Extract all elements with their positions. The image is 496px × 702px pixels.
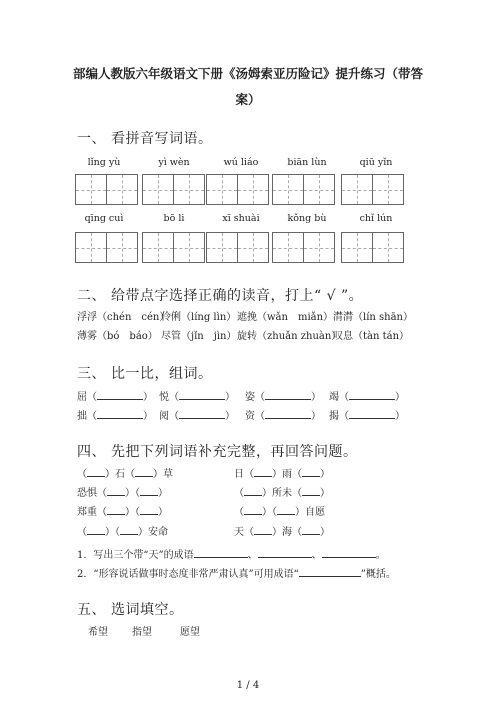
writing-grid[interactable] (206, 174, 269, 205)
pinyin: qīng cuì (84, 213, 124, 224)
answer-blank[interactable] (107, 495, 125, 496)
idiom-item: （ ）所未（ ） (234, 488, 330, 499)
answer-blank[interactable] (97, 418, 143, 419)
answer-blank[interactable] (302, 534, 320, 535)
answer-blank[interactable] (244, 514, 262, 515)
compare-item: 揭（ ） (329, 411, 405, 422)
pinyin: xī shuài (222, 213, 260, 224)
compare-item: 姿（ ） (245, 392, 321, 403)
answer-blank[interactable] (258, 557, 312, 558)
compare-item: 竭（ ） (329, 392, 405, 403)
pinyin: biān lùn (287, 157, 327, 168)
compare-item: 拙（ ） (77, 411, 153, 422)
answer-blank[interactable] (349, 399, 395, 400)
answer-blank[interactable] (299, 576, 361, 577)
writing-grid[interactable] (341, 174, 404, 205)
pronunciation-item[interactable]: 遮挽（wǎn miǎn） (237, 312, 334, 323)
pinyin: qiū yǐn (359, 157, 393, 168)
pinyin: yì wèn (158, 157, 190, 168)
pinyin: bō li (163, 213, 185, 224)
pinyin: kǒng bù (287, 213, 327, 224)
writing-grid[interactable] (341, 232, 404, 263)
answer-blank[interactable] (179, 418, 225, 419)
compare-item: 阅（ ） (159, 411, 235, 422)
writing-grid[interactable] (75, 174, 138, 205)
page-number: 1 / 4 (236, 680, 260, 691)
answer-blank[interactable] (135, 476, 153, 477)
pronunciation-item[interactable]: 薄雾（bó báo） (77, 331, 158, 342)
answer-blank[interactable] (179, 399, 225, 400)
answer-blank[interactable] (140, 495, 158, 496)
answer-blank[interactable] (349, 418, 395, 419)
word-option: 希望 (88, 627, 108, 638)
answer-blank[interactable] (194, 557, 248, 558)
answer-blank[interactable] (322, 557, 376, 558)
doc-title-line2: 案） (235, 92, 261, 107)
question-2: 2．“形容说话做事时态度非常严肃认真”可用成语“ ”概括。 (77, 569, 396, 580)
answer-blank[interactable] (97, 399, 143, 400)
idiom-item: 恐惧（ ）（ ） (77, 488, 168, 499)
pinyin: lǐng yù (87, 157, 121, 168)
pinyin: chǐ lún (359, 213, 393, 224)
pinyin: wú liáo (223, 157, 259, 168)
answer-blank[interactable] (277, 514, 295, 515)
section1-heading: 一、 看拼音写词语。 (77, 131, 213, 147)
section5-heading: 五、 选词填空。 (77, 602, 184, 618)
answer-blank[interactable] (87, 476, 105, 477)
idiom-item: 郑重（ ）（ ） (77, 507, 168, 518)
compare-item: 屈（ ） (77, 392, 153, 403)
compare-item: 资（ ） (245, 411, 321, 422)
answer-blank[interactable] (244, 495, 262, 496)
section3-heading: 三、 比一比，组词。 (77, 366, 213, 382)
writing-grid[interactable] (142, 232, 205, 263)
answer-blank[interactable] (254, 476, 272, 477)
pronunciation-item[interactable]: 浮浮（chén cén） (77, 312, 170, 323)
pronunciation-item[interactable]: 伶俐（líng lìn） (161, 312, 237, 323)
pronunciation-item[interactable]: 尽管（jǐn jìn） (161, 331, 237, 342)
answer-blank[interactable] (265, 418, 311, 419)
answer-blank[interactable] (87, 534, 105, 535)
idiom-item: 日（ ）雨（ ） (234, 469, 330, 480)
compare-item: 悦（ ） (159, 392, 235, 403)
writing-grid[interactable] (75, 232, 138, 263)
writing-grid[interactable] (272, 232, 335, 263)
section2-heading: 二、 给带点字选择正确的读音，打上“ √ ”。 (77, 288, 364, 304)
answer-blank[interactable] (302, 476, 320, 477)
pronunciation-item[interactable]: 旋转（zhuǎn zhuàn） (237, 331, 342, 342)
idiom-item: （ ）（ ）自愿 (234, 507, 325, 518)
writing-grid[interactable] (272, 174, 335, 205)
answer-blank[interactable] (120, 534, 138, 535)
answer-blank[interactable] (107, 514, 125, 515)
writing-grid[interactable] (206, 232, 269, 263)
idiom-item: 天（ ）海（ ） (234, 527, 330, 538)
answer-blank[interactable] (254, 534, 272, 535)
answer-blank[interactable] (302, 495, 320, 496)
idiom-item: （ ）石（ ）草 (77, 469, 173, 480)
word-option: 愿望 (180, 627, 200, 638)
section4-heading: 四、 先把下列词语补充完整，再回答问题。 (77, 444, 358, 460)
word-option: 指望 (132, 627, 152, 638)
question-1: 1．写出三个带“天”的成语 、 、 。 (77, 550, 386, 561)
doc-title-line1: 部编人教版六年级语文下册《汤姆索亚历险记》提升练习（带答 (72, 66, 423, 81)
pronunciation-item[interactable]: 叹息（tàn tán） (333, 331, 410, 342)
writing-grid[interactable] (142, 174, 205, 205)
pronunciation-item[interactable]: 潸潸（lín shān） (333, 312, 413, 323)
answer-blank[interactable] (265, 399, 311, 400)
idiom-item: （ ）（ ）安命 (77, 527, 168, 538)
answer-blank[interactable] (140, 514, 158, 515)
